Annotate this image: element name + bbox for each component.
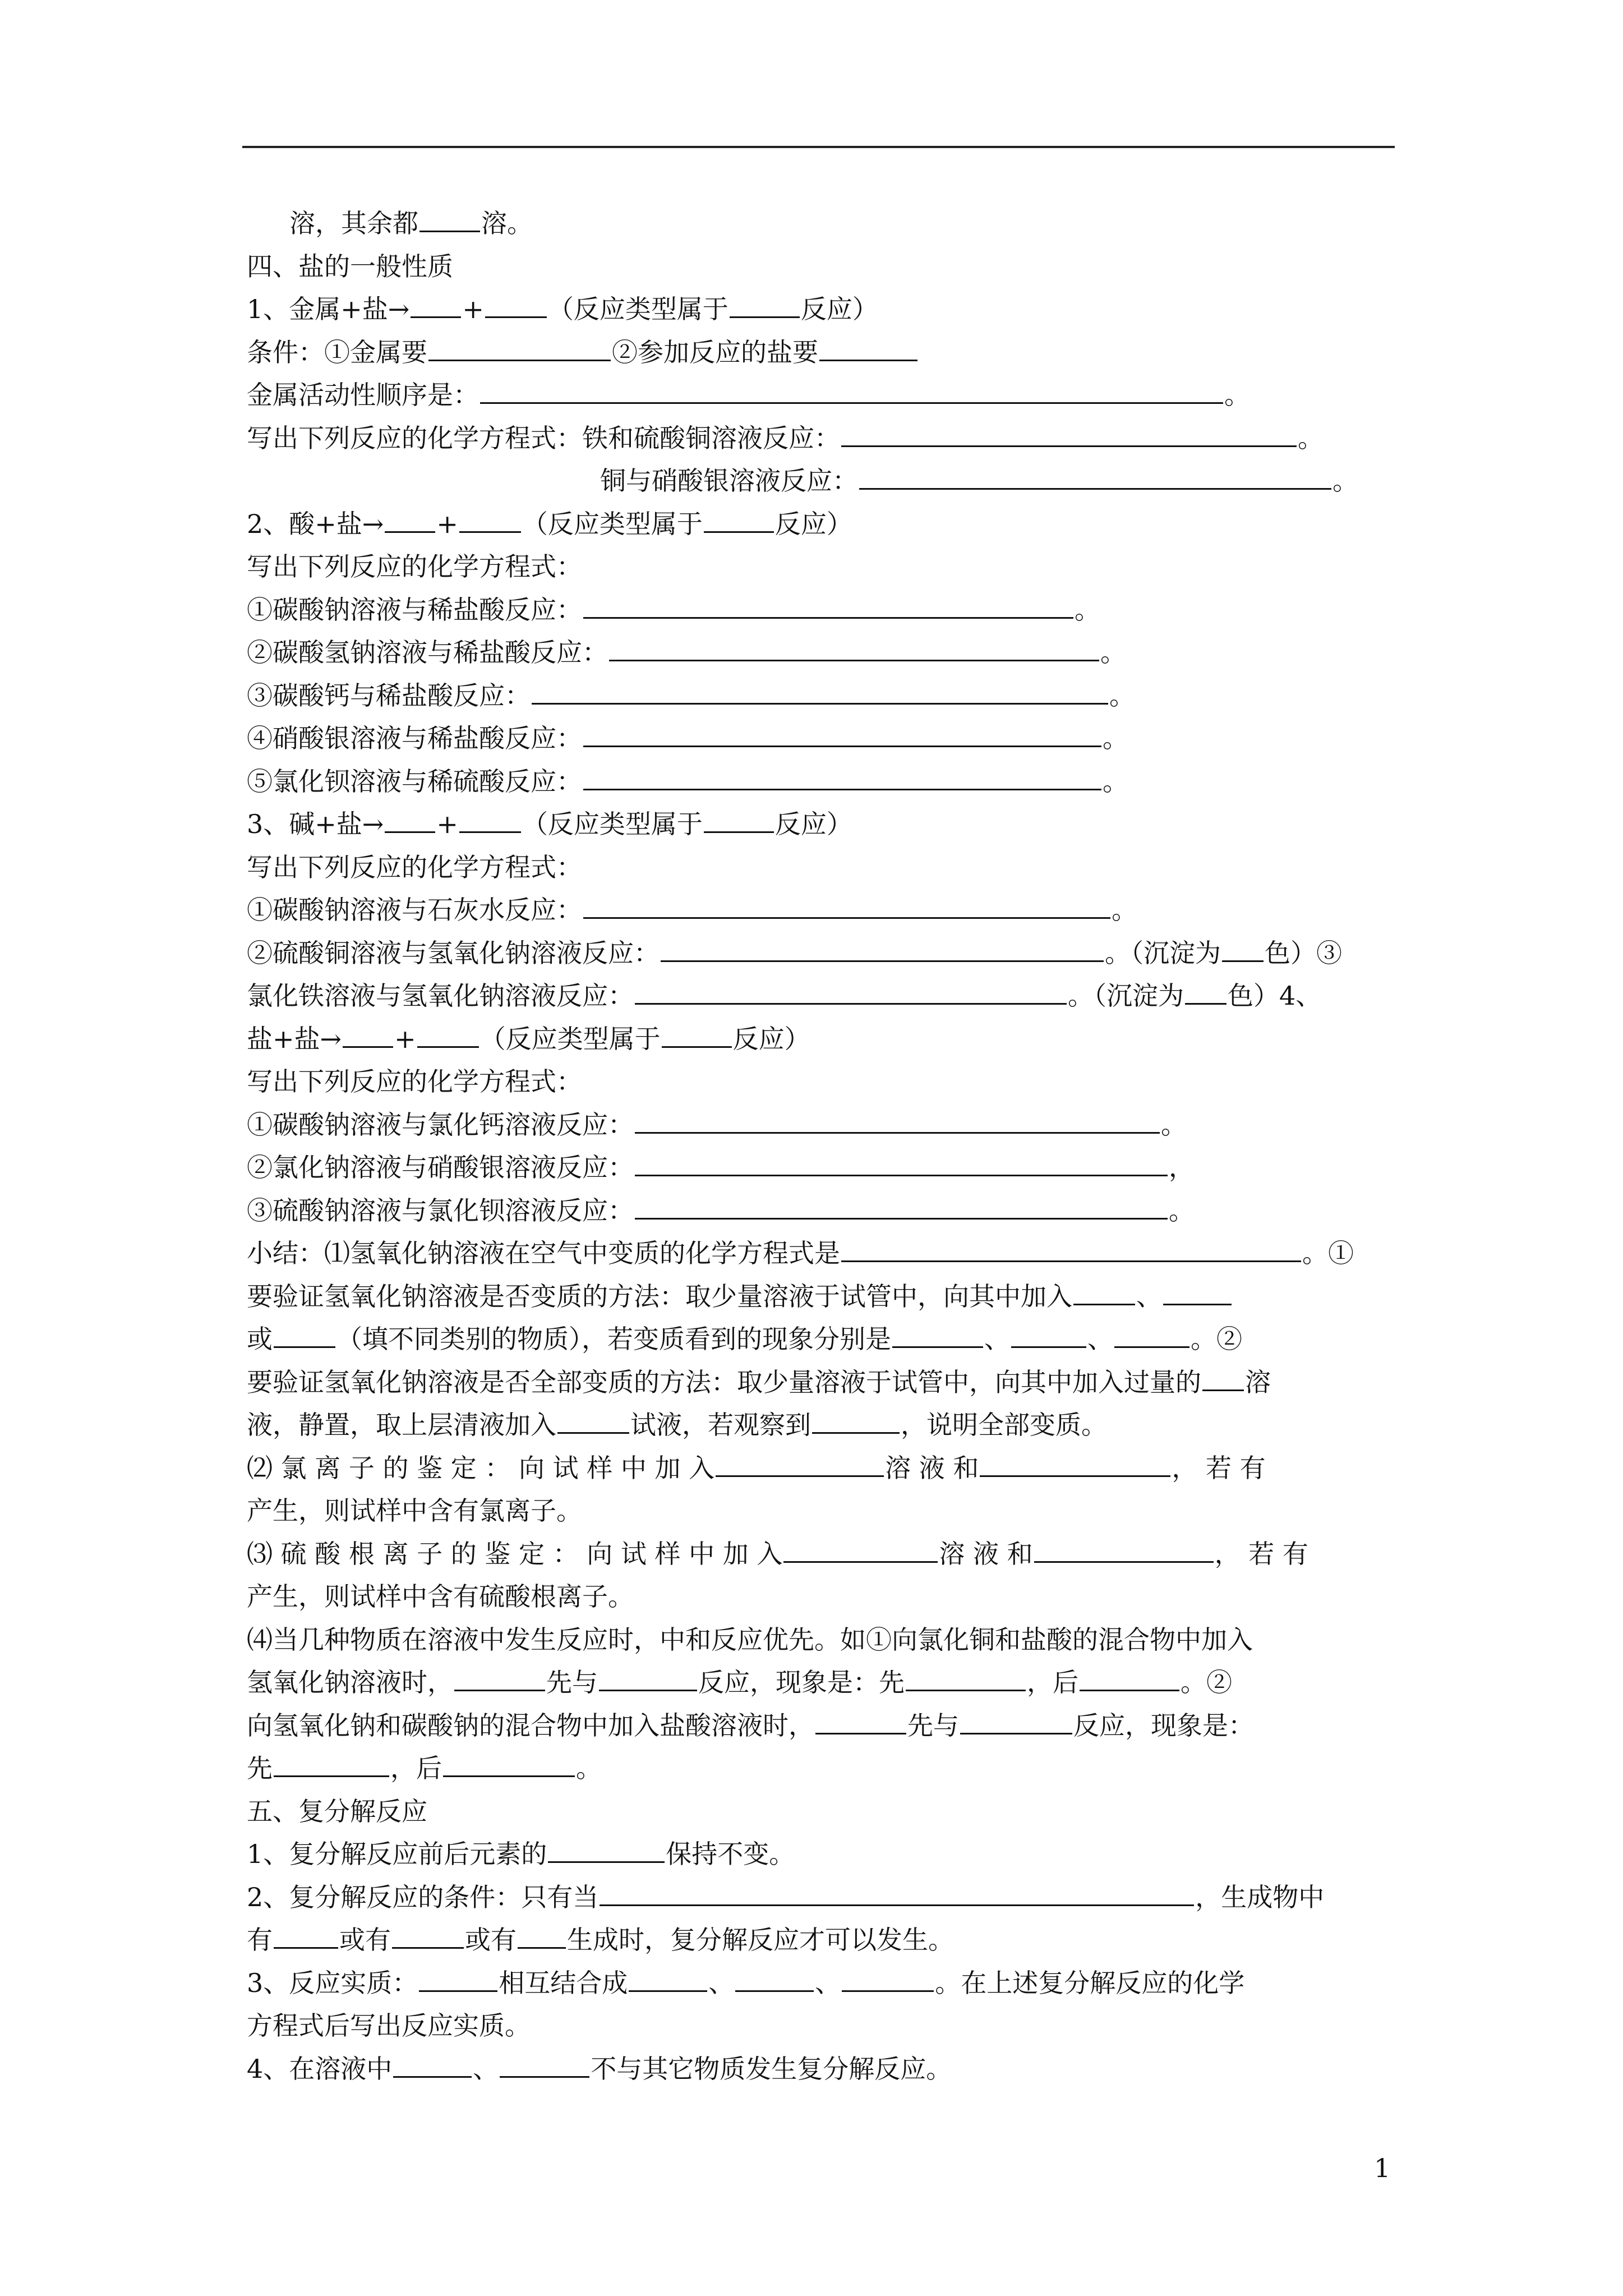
- answer-blank[interactable]: [730, 292, 800, 318]
- answer-blank[interactable]: [583, 764, 1101, 790]
- line-text: 。②: [1191, 1324, 1242, 1354]
- answer-blank[interactable]: [783, 1536, 938, 1563]
- answer-blank[interactable]: [532, 678, 1108, 705]
- answer-blank[interactable]: [1114, 1322, 1189, 1348]
- line-text: 。: [1103, 723, 1128, 753]
- line-text: 液，静置，取上层清液加入: [247, 1410, 556, 1440]
- answer-blank[interactable]: [635, 1193, 1168, 1220]
- line-text: 1、金属+盐→: [247, 294, 410, 324]
- answer-blank[interactable]: [635, 978, 1067, 1005]
- line-text: 有: [247, 1925, 273, 1955]
- line-text: +: [436, 809, 458, 839]
- line-text: 盐+盐→: [247, 1023, 342, 1054]
- line-text: 氯化铁溶液与氢氧化钠溶液反应：: [247, 981, 634, 1011]
- answer-blank[interactable]: [343, 1022, 393, 1048]
- answer-blank[interactable]: [583, 721, 1101, 747]
- answer-blank[interactable]: [500, 2051, 589, 2078]
- answer-blank[interactable]: [583, 892, 1110, 919]
- line-text: 氢氧化钠溶液时，: [247, 1667, 453, 1697]
- worksheet-line: [247, 202, 1396, 245]
- line-text: ②硫酸铜溶液与氢氧化钠溶液反应：: [247, 937, 660, 968]
- answer-blank[interactable]: [892, 1322, 983, 1348]
- line-text: 反应，现象是：: [1073, 1710, 1254, 1741]
- line-text: 。: [1161, 1109, 1187, 1140]
- line-text: ①碳酸钠溶液与稀盐酸反应：: [247, 594, 582, 625]
- line-text: 。: [1224, 380, 1250, 410]
- worksheet-line: [247, 1575, 1396, 1618]
- answer-blank[interactable]: [960, 1708, 1072, 1734]
- line-text: 。②: [1181, 1667, 1232, 1697]
- answer-blank[interactable]: [704, 507, 774, 533]
- worksheet-line: [247, 1361, 1396, 1404]
- line-text: ，说明全部变质。: [901, 1410, 1107, 1440]
- line-text: 四、盐的一般性质: [247, 251, 453, 282]
- line-text: 。（沉淀为: [1105, 937, 1221, 968]
- answer-blank[interactable]: [411, 292, 461, 318]
- line-text: ④硝酸银溶液与稀盐酸反应：: [247, 723, 582, 753]
- worksheet-line: [247, 1060, 1396, 1103]
- answer-blank[interactable]: [635, 1150, 1168, 1176]
- line-text: ， 若 有: [1214, 1538, 1308, 1569]
- line-text: 不与其它物质发生复分解反应。: [591, 2053, 952, 2084]
- worksheet-line: [247, 245, 1396, 288]
- line-text: 、: [1087, 1324, 1113, 1354]
- line-text: +: [394, 1023, 416, 1054]
- answer-blank[interactable]: [841, 421, 1297, 447]
- worksheet-line: [247, 1489, 1396, 1533]
- line-text: 4、在溶液中: [247, 2053, 393, 2084]
- answer-blank[interactable]: [428, 335, 611, 361]
- answer-blank[interactable]: [274, 1322, 335, 1348]
- line-text: ②碳酸氢钠溶液与稀盐酸反应：: [247, 637, 608, 668]
- line-text: 色）4、: [1228, 981, 1322, 1011]
- line-text: 产生，则试样中含有硫酸根离子。: [247, 1581, 634, 1612]
- worksheet-line: [247, 374, 1396, 417]
- worksheet-line: [247, 1533, 1396, 1576]
- answer-blank[interactable]: [1073, 1279, 1135, 1305]
- line-text: 。: [1112, 895, 1137, 925]
- worksheet-line: [247, 459, 1396, 503]
- line-text: 先与: [907, 1710, 959, 1741]
- answer-blank[interactable]: [819, 335, 917, 361]
- worksheet-line: [247, 846, 1396, 889]
- line-text: 写出下列反应的化学方程式：: [247, 852, 582, 882]
- worksheet-line: [247, 932, 1396, 975]
- worksheet-line: [247, 1661, 1396, 1704]
- answer-blank[interactable]: [1185, 978, 1227, 1005]
- answer-blank[interactable]: [812, 1407, 900, 1434]
- answer-blank[interactable]: [443, 1751, 575, 1777]
- line-text: +: [462, 294, 484, 324]
- line-text: 溶，其余都: [289, 208, 418, 238]
- worksheet-line: [247, 1833, 1396, 1876]
- worksheet-line: [247, 889, 1396, 932]
- answer-blank[interactable]: [557, 1407, 629, 1434]
- answer-blank[interactable]: [662, 1022, 732, 1048]
- page-number: 1: [1374, 2153, 1391, 2183]
- answer-blank[interactable]: [661, 936, 1104, 962]
- answer-blank[interactable]: [629, 1966, 707, 1992]
- header-rule: [242, 146, 1395, 148]
- line-text: ③硫酸钠溶液与氯化钡溶液反应：: [247, 1195, 634, 1226]
- answer-blank[interactable]: [980, 1451, 1170, 1477]
- answer-blank[interactable]: [459, 807, 521, 833]
- line-text: ①碳酸钠溶液与石灰水反应：: [247, 895, 582, 925]
- line-text: 条件：①金属要: [247, 337, 427, 367]
- line-text: 2、复分解反应的条件：只有当: [247, 1881, 599, 1912]
- line-text: （反应类型属于: [522, 809, 703, 839]
- answer-blank[interactable]: [459, 507, 521, 533]
- line-text: 要验证氢氧化钠溶液是否全部变质的方法：取少量溶液于试管中，向其中加入过量的: [247, 1366, 1201, 1397]
- answer-blank[interactable]: [635, 1107, 1160, 1134]
- line-text: 试液，若观察到: [630, 1410, 811, 1440]
- answer-blank[interactable]: [906, 1665, 1026, 1691]
- line-text: ⑶ 硫 酸 根 离 子 的 鉴 定 ： 向 试 样 中 加 入: [247, 1538, 783, 1569]
- line-text: ⑷当几种物质在溶液中发生反应时，中和反应优先。如①向氯化铜和盐酸的混合物中加入: [247, 1624, 1253, 1655]
- line-text: 。: [576, 1753, 602, 1783]
- line-text: 3、碱+盐→: [247, 809, 384, 839]
- worksheet-line: [247, 1232, 1396, 1275]
- answer-blank[interactable]: [1202, 1365, 1244, 1391]
- line-text: 反应，现象是：先: [698, 1667, 905, 1697]
- worksheet-line: [247, 674, 1396, 717]
- line-text: 生成时，复分解反应才可以发生。: [567, 1925, 954, 1955]
- worksheet-content: [247, 202, 1396, 2090]
- answer-blank[interactable]: [1222, 936, 1264, 962]
- worksheet-line: [247, 1704, 1396, 1747]
- answer-blank[interactable]: [583, 592, 1073, 619]
- line-text: 铜与硝酸银溶液反应：: [600, 466, 858, 496]
- answer-blank[interactable]: [1080, 1665, 1179, 1691]
- line-text: 、: [1136, 1281, 1162, 1312]
- line-text: ①碳酸钠溶液与氯化钙溶液反应：: [247, 1109, 634, 1140]
- line-text: 反应）: [774, 809, 852, 839]
- line-text: 溶。: [481, 208, 533, 238]
- worksheet-line: [247, 1918, 1396, 1962]
- worksheet-line: [247, 717, 1396, 760]
- line-text: 2、酸+盐→: [247, 508, 384, 539]
- worksheet-line: [247, 288, 1396, 331]
- line-text: 、: [473, 2053, 499, 2084]
- worksheet-line: [247, 803, 1396, 846]
- answer-blank[interactable]: [419, 1966, 497, 1992]
- answer-blank[interactable]: [419, 206, 480, 232]
- worksheet-line: [247, 1747, 1396, 1790]
- answer-blank[interactable]: [815, 1708, 906, 1734]
- answer-blank[interactable]: [841, 1236, 1301, 1262]
- worksheet-line: [247, 2047, 1396, 2091]
- answer-blank[interactable]: [704, 807, 774, 833]
- answer-blank[interactable]: [735, 1966, 814, 1992]
- answer-blank[interactable]: [393, 2051, 472, 2078]
- answer-blank[interactable]: [274, 1922, 338, 1949]
- line-text: 金属活动性顺序是：: [247, 380, 479, 410]
- line-text: 反应）: [774, 508, 852, 539]
- line-text: 色）③: [1265, 937, 1342, 968]
- answer-blank[interactable]: [859, 463, 1331, 490]
- answer-blank[interactable]: [392, 1922, 464, 1949]
- line-text: （填不同类别的物质），若变质看到的现象分别是: [336, 1324, 891, 1354]
- line-text: 先与: [546, 1667, 598, 1697]
- line-text: 写出下列反应的化学方程式：: [247, 1066, 582, 1097]
- worksheet-line: [247, 1275, 1396, 1318]
- line-text: （反应类型属于: [522, 508, 703, 539]
- worksheet-line: [247, 1103, 1396, 1147]
- worksheet-line: [247, 631, 1396, 674]
- worksheet-line: [247, 1447, 1396, 1490]
- line-text: 。: [1169, 1195, 1195, 1226]
- line-text: 。①: [1302, 1238, 1354, 1268]
- answer-blank[interactable]: [480, 378, 1223, 404]
- worksheet-line: [247, 588, 1396, 632]
- line-text: 写出下列反应的化学方程式：铁和硫酸铜溶液反应：: [247, 422, 840, 453]
- line-text: ，后: [1027, 1667, 1078, 1697]
- answer-blank[interactable]: [599, 1665, 697, 1691]
- line-text: ②参加反应的盐要: [612, 337, 818, 367]
- worksheet-line: [247, 760, 1396, 803]
- worksheet-line: [247, 1876, 1396, 1919]
- answer-blank[interactable]: [716, 1451, 884, 1477]
- line-text: 溶 液 和: [939, 1538, 1033, 1569]
- line-text: 方程式后写出反应实质。: [247, 2010, 531, 2041]
- line-text: 保持不变。: [666, 1839, 795, 1869]
- line-text: 反应）: [732, 1023, 810, 1054]
- worksheet-line: [247, 1318, 1396, 1361]
- line-text: 、: [815, 1967, 841, 1998]
- worksheet-line: [247, 503, 1396, 546]
- line-text: （反应类型属于: [547, 294, 728, 324]
- answer-blank[interactable]: [485, 292, 547, 318]
- line-text: 向氢氧化钠和碳酸钠的混合物中加入盐酸溶液时，: [247, 1710, 814, 1741]
- line-text: 。（沉淀为: [1068, 981, 1184, 1011]
- line-text: ，后: [390, 1753, 442, 1783]
- line-text: 或有: [339, 1925, 391, 1955]
- answer-blank[interactable]: [385, 507, 435, 533]
- worksheet-line: [247, 974, 1396, 1018]
- answer-blank[interactable]: [1011, 1322, 1086, 1348]
- line-text: ⑵ 氯 离 子 的 鉴 定 ： 向 试 样 中 加 入: [247, 1452, 715, 1483]
- line-text: 先: [247, 1753, 273, 1783]
- worksheet-line: [247, 1962, 1396, 2005]
- answer-blank[interactable]: [385, 807, 435, 833]
- line-text: （反应类型属于: [479, 1023, 661, 1054]
- line-text: ②氯化钠溶液与硝酸银溶液反应：: [247, 1152, 634, 1182]
- answer-blank[interactable]: [548, 1837, 665, 1863]
- line-text: 反应）: [800, 294, 878, 324]
- line-text: 。: [1075, 594, 1100, 625]
- line-text: 。: [1103, 766, 1128, 797]
- line-text: 小结：⑴氢氧化钠溶液在空气中变质的化学方程式是: [247, 1238, 840, 1268]
- line-text: 1、复分解反应前后元素的: [247, 1839, 547, 1869]
- worksheet-line: [247, 1018, 1396, 1061]
- answer-blank[interactable]: [518, 1922, 566, 1949]
- line-text: ⑤氯化钡溶液与稀硫酸反应：: [247, 766, 582, 797]
- line-text: 、: [708, 1967, 735, 1998]
- line-text: 相互结合成: [499, 1967, 628, 1998]
- answer-blank[interactable]: [609, 635, 1099, 661]
- worksheet-line: [247, 1404, 1396, 1447]
- worksheet-line: [247, 1189, 1396, 1232]
- line-text: 、: [984, 1324, 1010, 1354]
- line-text: 。: [1109, 680, 1135, 711]
- worksheet-line: [247, 545, 1396, 588]
- line-text: ，生成物中: [1195, 1881, 1325, 1912]
- line-text: 。: [1298, 422, 1324, 453]
- worksheet-line: [247, 1790, 1396, 1833]
- line-text: +: [436, 508, 458, 539]
- line-text: 溶 液 和: [885, 1452, 979, 1483]
- line-text: ③碳酸钙与稀盐酸反应：: [247, 680, 531, 711]
- worksheet-line: [247, 1618, 1396, 1662]
- line-text: ， 若 有: [1172, 1452, 1266, 1483]
- answer-blank[interactable]: [1034, 1536, 1214, 1563]
- answer-blank[interactable]: [1163, 1279, 1232, 1305]
- line-text: 。在上述复分解反应的化学: [935, 1967, 1245, 1998]
- line-text: 写出下列反应的化学方程式：: [247, 551, 582, 582]
- answer-blank[interactable]: [417, 1022, 479, 1048]
- answer-blank[interactable]: [274, 1751, 389, 1777]
- worksheet-line: [247, 1146, 1396, 1189]
- line-text: 或: [247, 1324, 273, 1354]
- worksheet-line: [247, 2004, 1396, 2047]
- answer-blank[interactable]: [454, 1665, 545, 1691]
- line-text: 3、反应实质：: [247, 1967, 418, 1998]
- line-text: 。: [1332, 466, 1358, 496]
- line-text: 要验证氢氧化钠溶液是否变质的方法：取少量溶液于试管中，向其中加入: [247, 1281, 1072, 1312]
- line-text: 。: [1100, 637, 1126, 668]
- line-text: 产生，则试样中含有氯离子。: [247, 1496, 582, 1526]
- answer-blank[interactable]: [600, 1880, 1194, 1906]
- line-text: 五、复分解反应: [247, 1796, 427, 1826]
- answer-blank[interactable]: [842, 1966, 934, 1992]
- worksheet-line: [247, 417, 1396, 460]
- line-text: ，: [1169, 1152, 1195, 1182]
- worksheet-line: [247, 331, 1396, 374]
- line-text: 溶: [1245, 1366, 1271, 1397]
- line-text: 或有: [465, 1925, 517, 1955]
